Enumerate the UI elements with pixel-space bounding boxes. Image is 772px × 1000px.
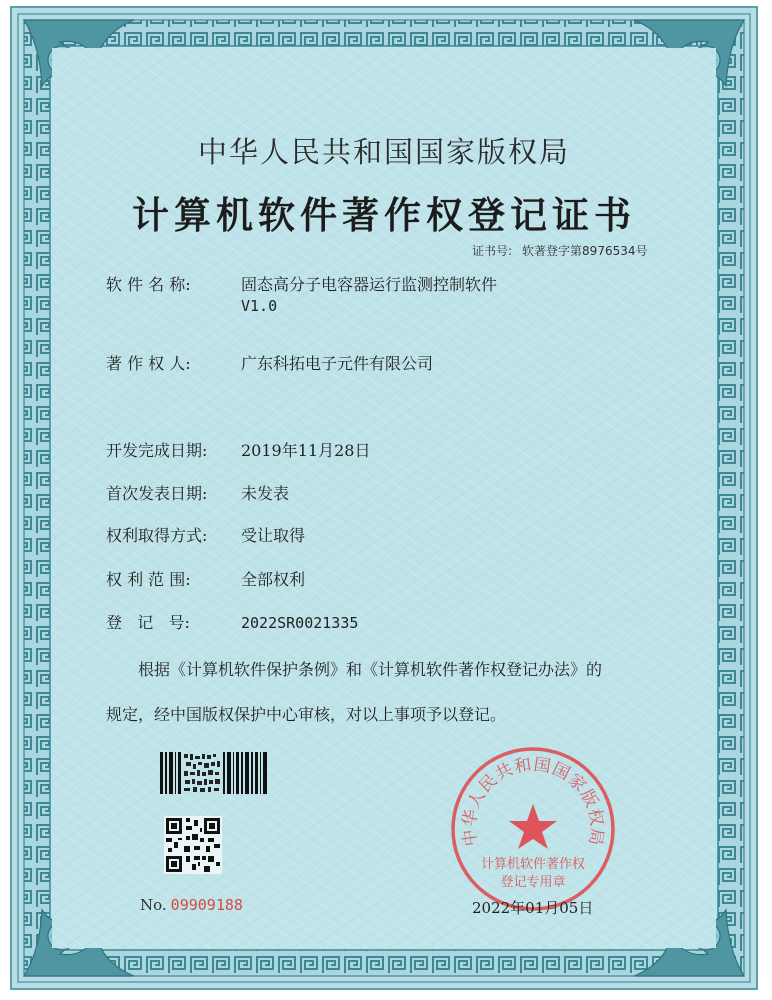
- statement-line-2: 规定，经中国版权保护中心审核，对以上事项予以登记。: [106, 705, 507, 724]
- statement-line-1: 根据《计算机软件保护条例》和《计算机软件著作权登记办法》的: [138, 660, 603, 679]
- software-name-row: [106, 272, 497, 295]
- certificate-body: [52, 48, 716, 948]
- seal-line-1: 计算机软件著作权: [480, 857, 586, 872]
- development-date-row: [106, 438, 370, 461]
- software-name-label: 软 件 名 称:: [106, 275, 191, 294]
- certificate-number-label: 证书号:: [472, 244, 513, 258]
- acquisition-method-row: [106, 523, 305, 546]
- issuing-authority: 中华人民共和国国家版权局: [197, 135, 570, 169]
- certificate-title: 计算机软件著作权登记证书: [132, 193, 636, 237]
- registration-number-value: 2022SR0021335: [241, 614, 359, 632]
- development-date-value: 2019年11月28日: [241, 441, 371, 460]
- seal-line-2: 登记专用章: [500, 875, 566, 890]
- publication-date-value: 未发表: [241, 484, 290, 503]
- rights-scope-label: 权 利 范 围:: [106, 570, 191, 589]
- software-version-value: V1.0: [241, 297, 278, 315]
- certificate-number: [472, 242, 648, 259]
- rights-scope-value: 全部权利: [241, 570, 306, 589]
- qr-code-icon: [164, 816, 222, 874]
- issue-date: 2022年01月05日: [472, 899, 594, 917]
- owner-row: [106, 351, 433, 374]
- publication-date-label: 首次发表日期:: [106, 484, 208, 503]
- rights-scope-row: [106, 567, 305, 590]
- certificate-number-value: 软著登字第8976534号: [522, 244, 648, 258]
- seal-star-icon: [509, 804, 557, 849]
- registration-number-label: 登 记 号:: [106, 613, 190, 632]
- serial-number: [140, 896, 243, 914]
- seal-ring-text: 中华人民共和国国家版权局: [459, 754, 607, 848]
- serial-number-label: No.: [140, 896, 167, 914]
- acquisition-method-label: 权利取得方式:: [106, 526, 208, 545]
- owner-label: 著 作 权 人:: [106, 354, 191, 373]
- owner-value: 广东科拓电子元件有限公司: [241, 354, 434, 373]
- serial-number-value: 09909188: [170, 896, 243, 914]
- barcode-icon: [160, 752, 270, 794]
- registration-number-row: [106, 610, 358, 633]
- development-date-label: 开发完成日期:: [106, 441, 208, 460]
- official-seal-icon: [448, 744, 618, 914]
- publication-date-row: [106, 481, 289, 504]
- software-name-value: 固态高分子电容器运行监测控制软件: [241, 275, 498, 294]
- certificate: [10, 6, 758, 990]
- software-version: [241, 296, 277, 315]
- acquisition-method-value: 受让取得: [241, 526, 306, 545]
